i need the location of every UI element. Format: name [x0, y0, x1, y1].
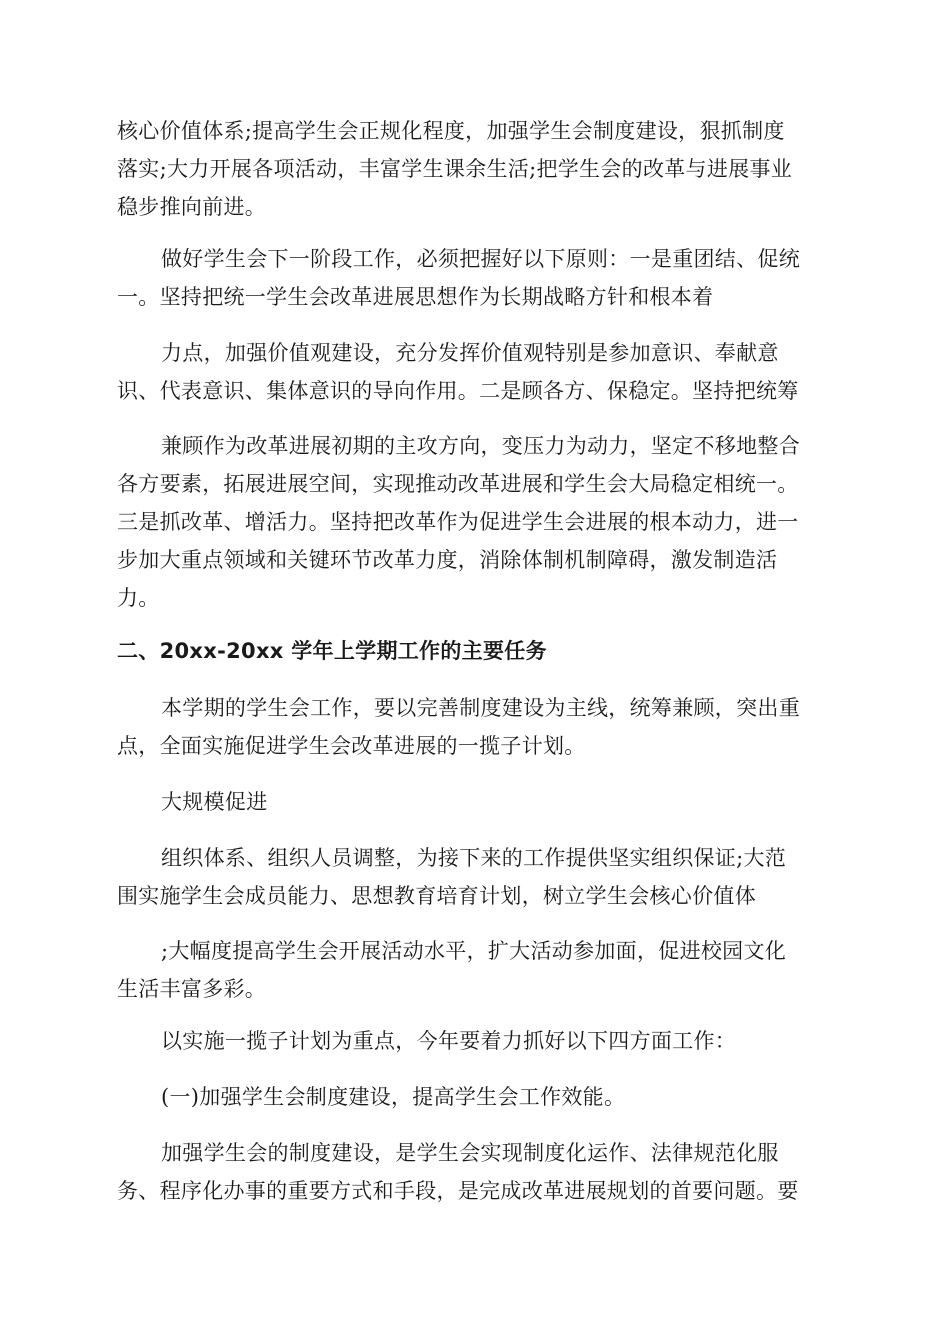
heading-text: 二、20xx-20xx 学年上学期工作的主要任务: [117, 639, 547, 663]
text-line: 力。: [117, 586, 160, 610]
section-heading: [117, 632, 833, 670]
text-line: 围实施学生会成员能力、思想教育培育计划，树立学生会核心价值体: [117, 884, 756, 908]
paragraph-activities: [117, 932, 833, 1008]
text-line: 加强学生会的制度建设，是学生会实现制度化运作、法律规范化服: [161, 1141, 779, 1165]
paragraph-four-areas: [117, 1022, 833, 1060]
text-line: (一)加强学生会制度建设，提高学生会工作效能。: [161, 1085, 626, 1109]
text-line: 识、代表意识、集体意识的导向作用。二是顾各方、保稳定。坚持把统筹: [117, 379, 799, 403]
text-line: 一。坚持把统一学生会改革进展思想作为长期战略方针和根本着: [117, 285, 714, 309]
text-line: 本学期的学生会工作，要以完善制度建设为主线，统筹兼顾，突出重: [161, 696, 800, 720]
paragraph-system-building: [117, 1134, 833, 1210]
text-line: 点，全面实施促进学生会改革进展的一揽子计划。: [117, 734, 586, 758]
text-line: 大规模促进: [161, 790, 268, 814]
text-line: 以实施一揽子计划为重点，今年要着力抓好以下四方面工作：: [161, 1029, 737, 1053]
text-line: 步加大重点领域和关键环节改革力度，消除体制机制障碍，激发制造活: [117, 548, 778, 572]
paragraph-reform-direction: [117, 427, 833, 617]
text-line: 三是抓改革、增活力。坚持把改革作为促进学生会进展的根本动力，进一: [117, 510, 799, 534]
text-line: 落实;大力开展各项活动，丰富学生课余生活;把学生会的改革与进展事业: [117, 157, 793, 181]
paragraph-subsection-one: [117, 1078, 833, 1116]
text-line: ;大幅度提高学生会开展活动水平，扩大活动参加面，促进校园文化: [161, 939, 787, 963]
paragraph-core-values: [117, 112, 833, 226]
text-line: 组织体系、组织人员调整，为接下来的工作提供坚实组织保证;大范: [161, 846, 787, 870]
text-line: 生活丰富多彩。: [117, 977, 267, 1001]
paragraph-large-scale: [117, 783, 833, 821]
text-line: 做好学生会下一阶段工作，必须把握好以下原则：一是重团结、促统: [161, 247, 800, 271]
paragraph-principles: [117, 240, 833, 316]
text-line: 务、程序化办事的重要方式和手段，是完成改革进展规划的首要问题。要: [117, 1179, 799, 1203]
text-line: 力点，加强价值观建设，充分发挥价值观特别是参加意识、奉献意: [161, 341, 779, 365]
text-line: 各方要素，拓展进展空间，实现推动改革进展和学生会大局稳定相统一。: [117, 472, 799, 496]
text-line: 兼顾作为改革进展初期的主攻方向，变压力为动力，坚定不移地整合: [161, 434, 800, 458]
text-line: 核心价值体系;提高学生会正规化程度，加强学生会制度建设，狠抓制度: [117, 119, 785, 143]
paragraph-values-focus: [117, 334, 833, 410]
text-line: 稳步推向前进。: [117, 195, 267, 219]
paragraph-semester-work: [117, 689, 833, 765]
paragraph-organization: [117, 839, 833, 915]
